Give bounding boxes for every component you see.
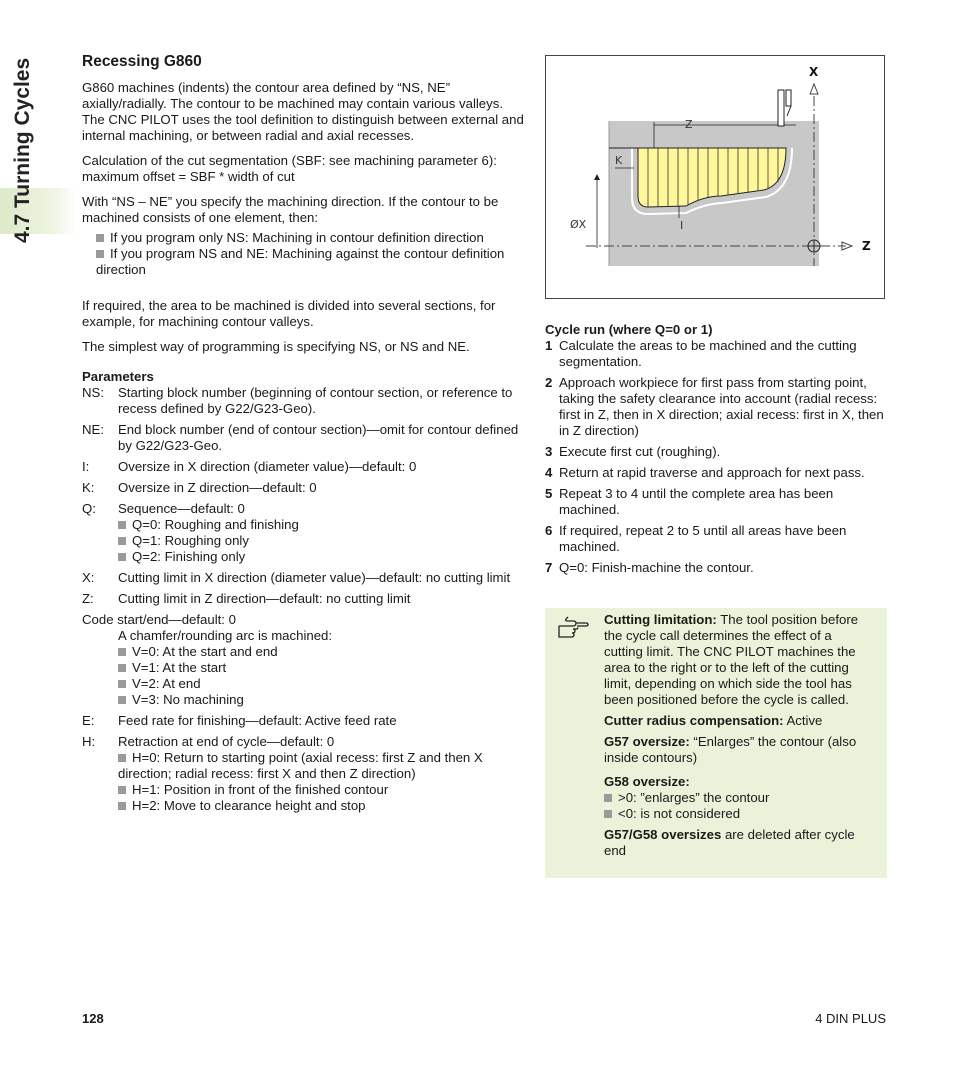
- note-text: The tool position before the cycle call determines the effect of a cutting limit. The CNC PILOT machines the area to the right or to the left of the cutting limit, depending on which side the tool has been positioned before the cycle is called.: [604, 612, 859, 707]
- param-key: NE:: [82, 422, 104, 437]
- code-desc: A chamfer/rounding arc is machined:: [118, 628, 333, 643]
- param-text: Oversize in Z direction—default: 0: [118, 480, 317, 495]
- step-text: Repeat 3 to 4 until the complete area has been machined.: [559, 486, 834, 517]
- note-text: “Enlarges” the contour (also inside contours): [604, 734, 857, 765]
- param-key: Q:: [82, 501, 96, 516]
- step-number: 2: [545, 375, 553, 390]
- param-key: H:: [82, 734, 96, 749]
- param-row: [82, 591, 528, 607]
- param-text: End block number (end of contour section)—omit for contour defined by G22/G23-Geo.: [118, 422, 519, 453]
- label-z-axis: Z: [862, 239, 871, 253]
- label-k: K: [615, 154, 623, 167]
- calc-paragraph: Calculation of the cut segmentation (SBF: see machining parameter 6): maximum offset = SBF * width of cut: [82, 153, 497, 184]
- direction-paragraph: With “NS – NE” you specify the machining direction. If the contour to be machined consists of one element, then:: [82, 194, 499, 225]
- step-text: Approach workpiece for first pass from starting point, taking the safety clearance into account (radial recess: first in Z, then in X direction; axial recess: first in X, then in Z direction): [559, 375, 884, 438]
- param-key: Z:: [82, 591, 94, 606]
- cycle-step: [545, 486, 885, 518]
- h-option: H=1: Position in front of the finished contour: [118, 782, 528, 798]
- step-number: 5: [545, 486, 553, 501]
- g58-bullet: <0: is not considered: [604, 806, 874, 822]
- note-cutting-limitation: [604, 612, 874, 708]
- code-line: Code start/end—default: 0: [82, 612, 236, 627]
- label-i: I: [680, 219, 684, 232]
- param-row: [82, 734, 528, 750]
- h-option: H=2: Move to clearance height and stop: [118, 798, 528, 814]
- cycle-run-heading: Cycle run (where Q=0 or 1): [545, 322, 713, 337]
- param-key: NS:: [82, 385, 104, 400]
- g58-bullet: >0: ”enlarges” the contour: [604, 790, 874, 806]
- note-label: Cutter radius compensation:: [604, 713, 784, 728]
- param-key: I:: [82, 459, 90, 474]
- step-text: Execute first cut (roughing).: [559, 444, 721, 459]
- param-key: E:: [82, 713, 95, 728]
- param-row: [82, 480, 528, 496]
- v-option: V=1: At the start: [118, 660, 528, 676]
- param-text: Cutting limit in X direction (diameter value)—default: no cutting limit: [118, 570, 511, 585]
- v-option: V=0: At the start and end: [118, 644, 528, 660]
- chapter-name: 4 DIN PLUS: [815, 1011, 886, 1026]
- param-row: [82, 385, 528, 417]
- step-number: 4: [545, 465, 553, 480]
- note-text: Active: [783, 713, 823, 728]
- step-text: Q=0: Finish-machine the contour.: [559, 560, 754, 575]
- step-number: 3: [545, 444, 553, 459]
- step-text: Return at rapid traverse and approach for next pass.: [559, 465, 865, 480]
- note-body: [604, 612, 874, 864]
- bullet-item: If you program NS and NE: Machining against the contour definition direction: [96, 246, 528, 278]
- note-g57: [604, 734, 874, 766]
- recess-diagram: [545, 55, 885, 299]
- note-label: Cutting limitation:: [604, 612, 717, 627]
- h-options: [82, 750, 528, 814]
- step-number: 1: [545, 338, 553, 353]
- param-row: [82, 459, 528, 475]
- v-option: V=3: No machining: [118, 692, 528, 708]
- param-key: X:: [82, 570, 95, 585]
- label-x-axis: X: [809, 65, 819, 79]
- param-row: [82, 570, 528, 586]
- param-row: [82, 501, 528, 517]
- param-row: [82, 713, 528, 729]
- note-label: G58 oversize:: [604, 774, 690, 789]
- section-heading: Recessing G860: [82, 53, 202, 70]
- cycle-step: [545, 560, 885, 576]
- q-option: Q=1: Roughing only: [118, 533, 528, 549]
- v-option: V=2: At end: [118, 676, 528, 692]
- left-column: [82, 52, 528, 814]
- simplest-paragraph: The simplest way of programming is specifying NS, or NS and NE.: [82, 339, 470, 354]
- side-section-title: [8, 48, 38, 243]
- step-text: If required, repeat 2 to 5 until all areas have been machined.: [559, 523, 847, 554]
- q-option: Q=0: Roughing and finishing: [118, 517, 528, 533]
- param-text: Cutting limit in Z direction—default: no cutting limit: [118, 591, 411, 606]
- divided-paragraph: If required, the area to be machined is divided into several sections, for example, for machining contour valleys.: [82, 298, 496, 329]
- note-text: are deleted after cycle end: [604, 827, 855, 858]
- side-section-title-text: 4.7 Turning Cycles: [11, 57, 34, 243]
- step-number: 6: [545, 523, 553, 538]
- note-cutter-radius: [604, 713, 874, 729]
- bullet-item: If you program only NS: Machining in contour definition direction: [96, 230, 528, 246]
- param-row: [82, 422, 528, 454]
- q-options: [82, 517, 528, 565]
- pointing-hand-icon: [557, 616, 589, 640]
- note-box: [545, 608, 887, 878]
- cycle-step: [545, 444, 885, 460]
- label-z: Z: [685, 118, 693, 131]
- param-text: Starting block number (beginning of contour section, or reference to recess defined by G22/G23-Geo).: [118, 385, 513, 416]
- param-key: K:: [82, 480, 95, 495]
- h-option: H=0: Return to starting point (axial recess: first Z and then X direction; radial recess: first X and then Z direction): [118, 750, 528, 782]
- recess-diagram-svg: [546, 56, 884, 298]
- param-text: Oversize in X direction (diameter value)—default: 0: [118, 459, 417, 474]
- intro-paragraph: G860 machines (indents) the contour area defined by “NS, NE” axially/radially. The contour to be machined may contain various valleys. The CNC PILOT uses the tool definition to distinguish between external and internal machining, or between radial and axial recesses.: [82, 80, 524, 143]
- cycle-step: [545, 523, 885, 555]
- note-g58: [604, 774, 874, 790]
- direction-bullets: [82, 230, 528, 278]
- q-option: Q=2: Finishing only: [118, 549, 528, 565]
- step-text: Calculate the areas to be machined and the cutting segmentation.: [559, 338, 857, 369]
- page-number: 128: [82, 1011, 104, 1026]
- parameters-heading: Parameters: [82, 369, 154, 384]
- cycle-step: [545, 375, 885, 439]
- param-text: Feed rate for finishing—default: Active feed rate: [118, 713, 397, 728]
- right-column: [545, 322, 885, 581]
- cycle-step: [545, 465, 885, 481]
- v-options: [82, 644, 528, 708]
- param-text: Retraction at end of cycle—default: 0: [118, 734, 335, 749]
- note-g57-g58: [604, 827, 874, 859]
- label-diameter-x: ØX: [570, 218, 587, 231]
- cycle-step: [545, 338, 885, 370]
- param-text: Sequence—default: 0: [118, 501, 245, 516]
- tool-icon: [778, 90, 791, 126]
- step-number: 7: [545, 560, 553, 575]
- note-label: G57 oversize:: [604, 734, 690, 749]
- note-label: G57/G58 oversizes: [604, 827, 722, 842]
